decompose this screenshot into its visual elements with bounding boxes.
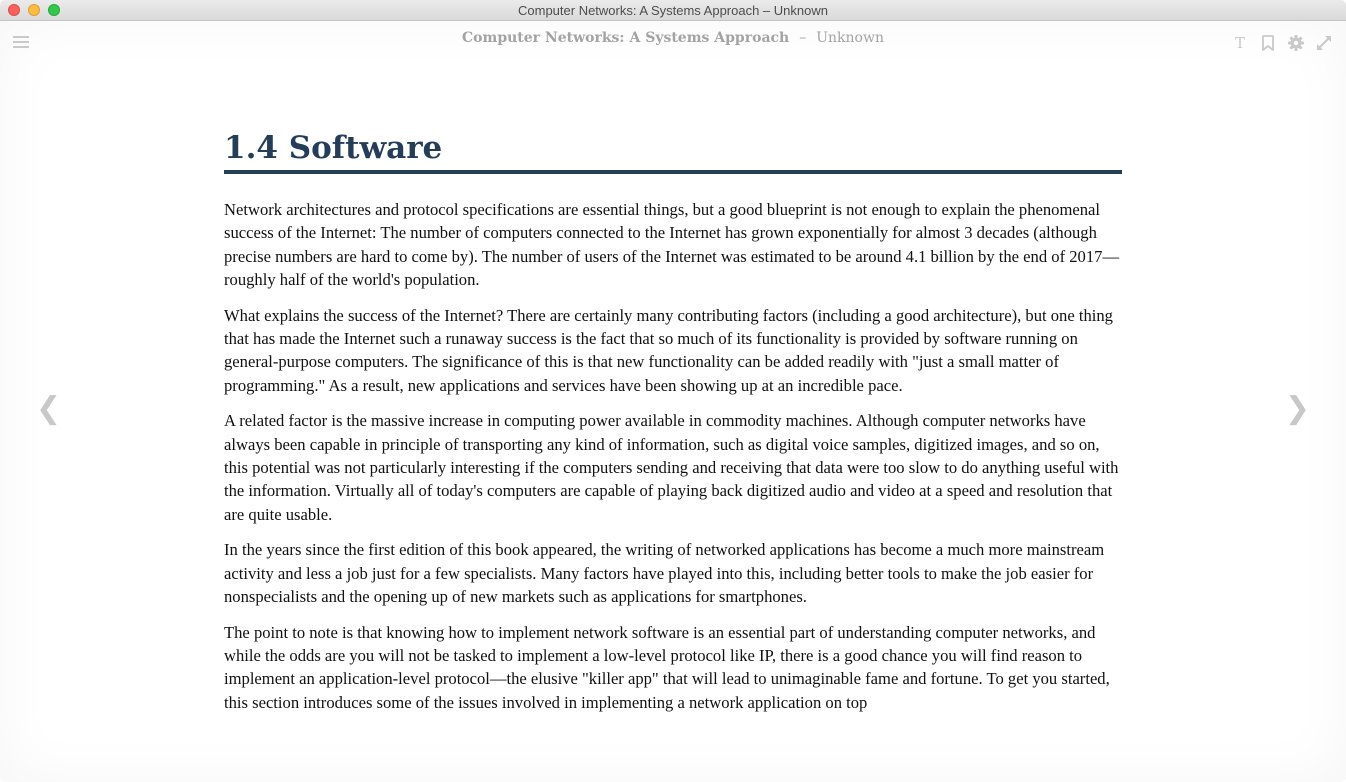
- window-title: Computer Networks: A Systems Approach – Unknown: [518, 3, 828, 18]
- next-page-icon[interactable]: ❯: [1284, 391, 1310, 426]
- title-bar[interactable]: [0, 0, 1346, 21]
- book-title: Computer Networks: A Systems Approach: [462, 30, 790, 46]
- paragraph: The point to note is that knowing how to implement network software is an essential part of understanding computer networks, and while the odds are you will not be tasked to implement a low-level protocol like IP, there is a good chance you will find reason to implement an application-level protocol—the elusive "killer app" that will lead to unimaginable fame and fortune. To get you started, this section introduces some of the issues involved in implementing a network application on top: [224, 622, 1110, 712]
- paragraph: In the years since the first edition of this book appeared, the writing of networked applications has become a much more mainstream activity and less a job just for a few specialists. Many factors have played into this, including better tools to make the job easier for nonspecialists and the opening up of new markets such as applications for smartphones.: [224, 540, 1105, 607]
- text-size-icon[interactable]: [1230, 33, 1250, 53]
- book-content: [224, 128, 1122, 714]
- paragraph: What explains the success of the Internet? There are certainly many contributing factors (including a good architecture), but one thing that has made the Internet such a runaway success is the fact that so much of its functionality is provided by software running on general-purpose computers. The significance of this is that new functionality can be added readily with "just a small matter of programming." As a result, new applications and services have been showing up at an incredible pace.: [224, 305, 1113, 395]
- book-header: [0, 30, 1346, 46]
- book-author: Unknown: [816, 30, 884, 46]
- section-heading: 1.4 Software: [224, 128, 1122, 174]
- expand-icon[interactable]: [1314, 33, 1334, 53]
- paragraph: Network architectures and protocol specifications are essential things, but a good blueprint is not enough to explain the phenomenal success of the Internet: The number of computers connected to the Internet has grown exponentially for almost 3 decades (although precise numbers are hard to come by). The number of users of the Internet was estimated to be around 4.1 billion by the end of 2017—roughly half of the world's population.: [224, 200, 1120, 290]
- reader-view: [0, 21, 1346, 782]
- reader-toolbar: [1230, 33, 1334, 53]
- bookmark-icon[interactable]: [1258, 33, 1278, 53]
- paragraph: A related factor is the massive increase in computing power available in commodity machines. Although computer networks have always been capable in principle of transporting any kind of information, such as digital voice samples, digitized images, and so on, this potential was not particularly interesting if the computers sending and receiving that data were too slow to do anything useful with the information. Virtually all of today's computers are capable of playing back digitized audio and video at a speed and resolution that are quite usable.: [224, 411, 1119, 524]
- text-size-label: T: [1234, 34, 1245, 52]
- header-separator: –: [799, 30, 807, 46]
- gear-icon[interactable]: [1286, 33, 1306, 53]
- previous-page-icon[interactable]: ❮: [36, 391, 62, 426]
